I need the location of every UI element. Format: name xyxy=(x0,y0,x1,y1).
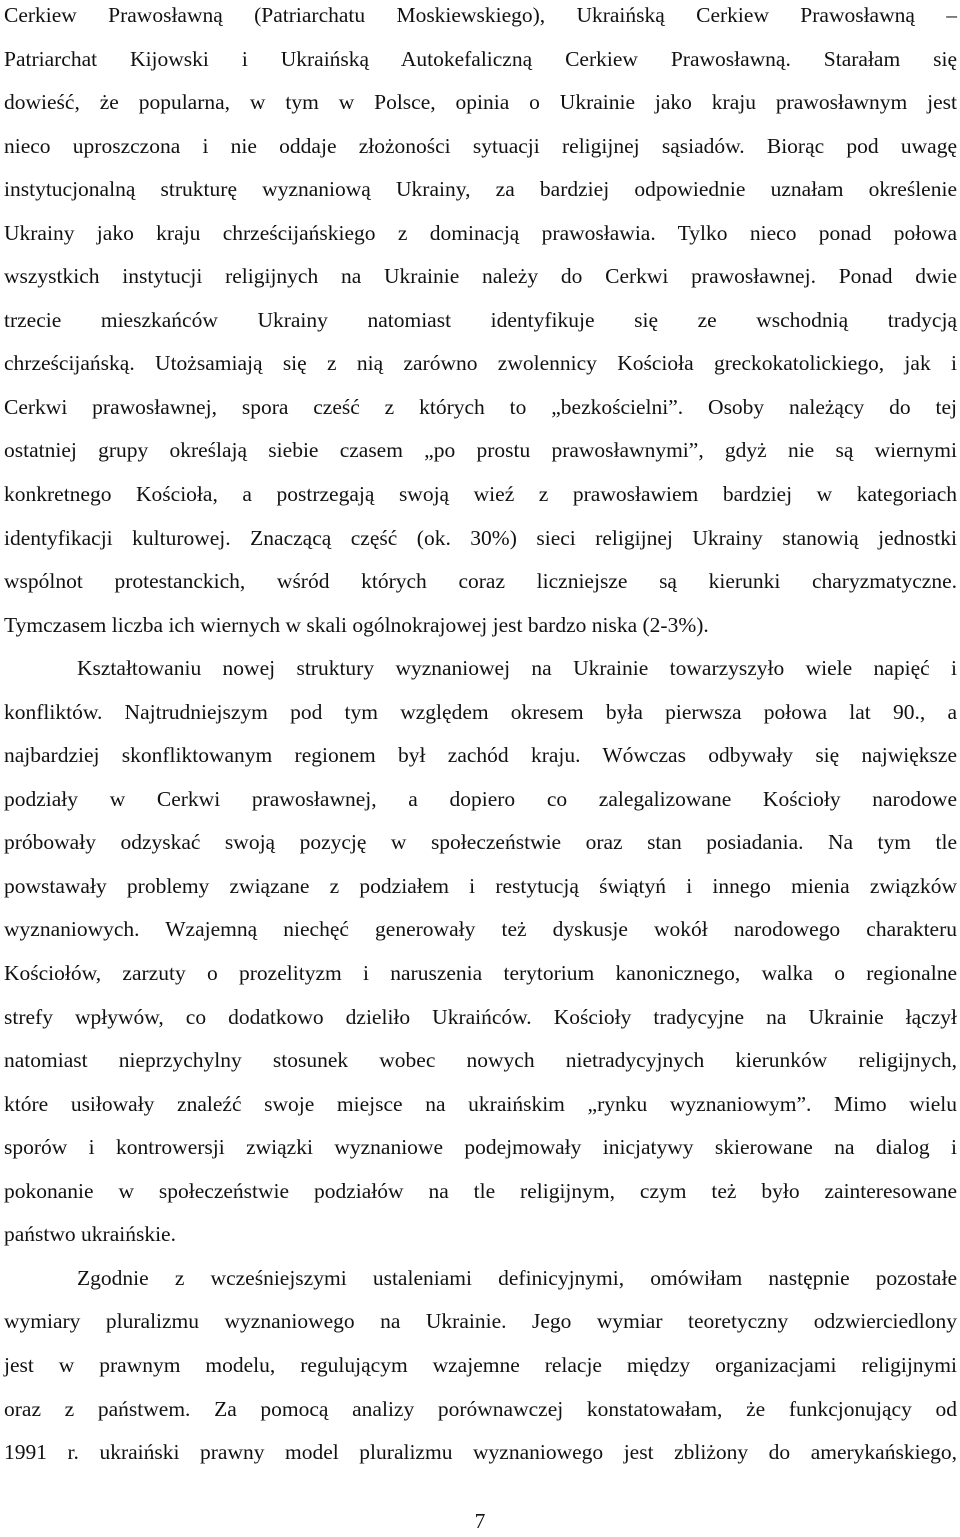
text-line: chrześcijańską. Utożsamiają się z nią zarówno zwolennicy Kościoła greckokatolickiego, jak i xyxy=(4,351,957,376)
text-line: Cerkwi prawosławnej, spora cześć z których to „bezkościelni”. Osoby należący do tej xyxy=(4,394,957,419)
text-line: wszystkich instytucji religijnych na Ukrainie należy do Cerkwi prawosławnej. Ponad dwie xyxy=(4,264,957,289)
text-line: oraz z państwem. Za pomocą analizy porównawczej konstatowałam, że funkcjonujący od xyxy=(4,1396,957,1421)
text-line: ostatniej grupy określają siebie czasem „po prostu prawosławnymi”, gdyż nie są wiernymi xyxy=(4,438,957,463)
text-line: dowieść, że popularna, w tym w Polsce, opinia o Ukrainie jako kraju prawosławnym jest xyxy=(4,90,957,115)
text-line: Patriarchat Kijowski i Ukraińską Autokefaliczną Cerkiew Prawosławną. Starałam się xyxy=(4,46,957,71)
text-line: wyznaniowych. Wzajemną niechęć generowały też dyskusje wokół narodowego charakteru xyxy=(4,917,957,942)
paragraph-first-line: Kształtowaniu nowej struktury wyznaniowej na Ukrainie towarzyszyło wiele napięć i xyxy=(77,656,957,681)
text-line: identyfikacji kulturowej. Znaczącą część (ok. 30%) sieci religijnej Ukrainy stanowią jednostki xyxy=(4,525,957,550)
text-line: które usiłowały znaleźć swoje miejsce na ukraińskim „rynku wyznaniowym”. Mimo wielu xyxy=(4,1091,957,1116)
page-number: 7 xyxy=(474,1509,486,1533)
text-line: Ukrainy jako kraju chrześcijańskiego z dominacją prawosławia. Tylko nieco ponad połowa xyxy=(4,220,957,245)
text-line: natomiast nieprzychylny stosunek wobec nowych nietradycyjnych kierunków religijnych, xyxy=(4,1048,957,1073)
text-line: konkretnego Kościoła, a postrzegają swoją wieź z prawosławiem bardziej w kategoriach xyxy=(4,482,957,507)
text-line: Tymczasem liczba ich wiernych w skali ogólnokrajowej jest bardzo niska (2-3%). xyxy=(4,612,709,637)
text-line: sporów i kontrowersji związki wyznaniowe podejmowały inicjatywy skierowane na dialog i xyxy=(4,1135,957,1160)
text-line: najbardziej skonfliktowanym regionem był zachód kraju. Wówczas odbywały się największe xyxy=(4,743,957,768)
text-line: próbowały odzyskać swoją pozycję w społeczeństwie oraz stan posiadania. Na tym tle xyxy=(4,830,957,855)
text-line: jest w prawnym modelu, regulującym wzajemne relacje między organizacjami religijnymi xyxy=(4,1352,957,1377)
text-line: wspólnot protestanckich, wśród których coraz liczniejsze są kierunki charyzmatyczne. xyxy=(4,569,957,594)
text-line: strefy wpływów, co dodatkowo dzieliło Ukraińców. Kościoły tradycyjne na Ukrainie łączył xyxy=(4,1004,957,1029)
text-line: konfliktów. Najtrudniejszym pod tym względem okresem była pierwsza połowa lat 90., a xyxy=(4,699,957,724)
text-line: instytucjonalną strukturę wyznaniową Ukrainy, za bardziej odpowiednie uznałam określenie xyxy=(4,177,957,202)
text-line: powstawały problemy związane z podziałem i restytucją świątyń i innego mienia związków xyxy=(4,873,957,898)
body-text xyxy=(4,0,957,1475)
text-line: Cerkiew Prawosławną (Patriarchatu Moskiewskiego), Ukraińską Cerkiew Prawosławną – xyxy=(4,3,957,27)
paragraph-first-line: Zgodnie z wcześniejszymi ustaleniami definicyjnymi, omówiłam następnie pozostałe xyxy=(77,1265,957,1290)
text-line: państwo ukraińskie. xyxy=(4,1222,176,1247)
text-line: nieco uproszczona i nie oddaje złożoności sytuacji religijnej sąsiadów. Biorąc pod uwagę xyxy=(4,133,957,158)
text-line: wymiary pluralizmu wyznaniowego na Ukrainie. Jego wymiar teoretyczny odzwierciedlony xyxy=(4,1309,957,1334)
text-line: Kościołów, zarzuty o prozelityzm i naruszenia terytorium kanonicznego, walka o regionalne xyxy=(4,961,957,986)
text-line: trzecie mieszkańców Ukrainy natomiast identyfikuje się ze wschodnią tradycją xyxy=(4,307,957,332)
text-line: 1991 r. ukraiński prawny model pluralizmu wyznaniowego jest zbliżony do amerykańskiego, xyxy=(4,1440,957,1465)
text-line: pokonanie w społeczeństwie podziałów na tle religijnym, czym też było zainteresowane xyxy=(4,1178,957,1203)
text-line: podziały w Cerkwi prawosławnej, a dopiero co zalegalizowane Kościoły narodowe xyxy=(4,786,957,811)
